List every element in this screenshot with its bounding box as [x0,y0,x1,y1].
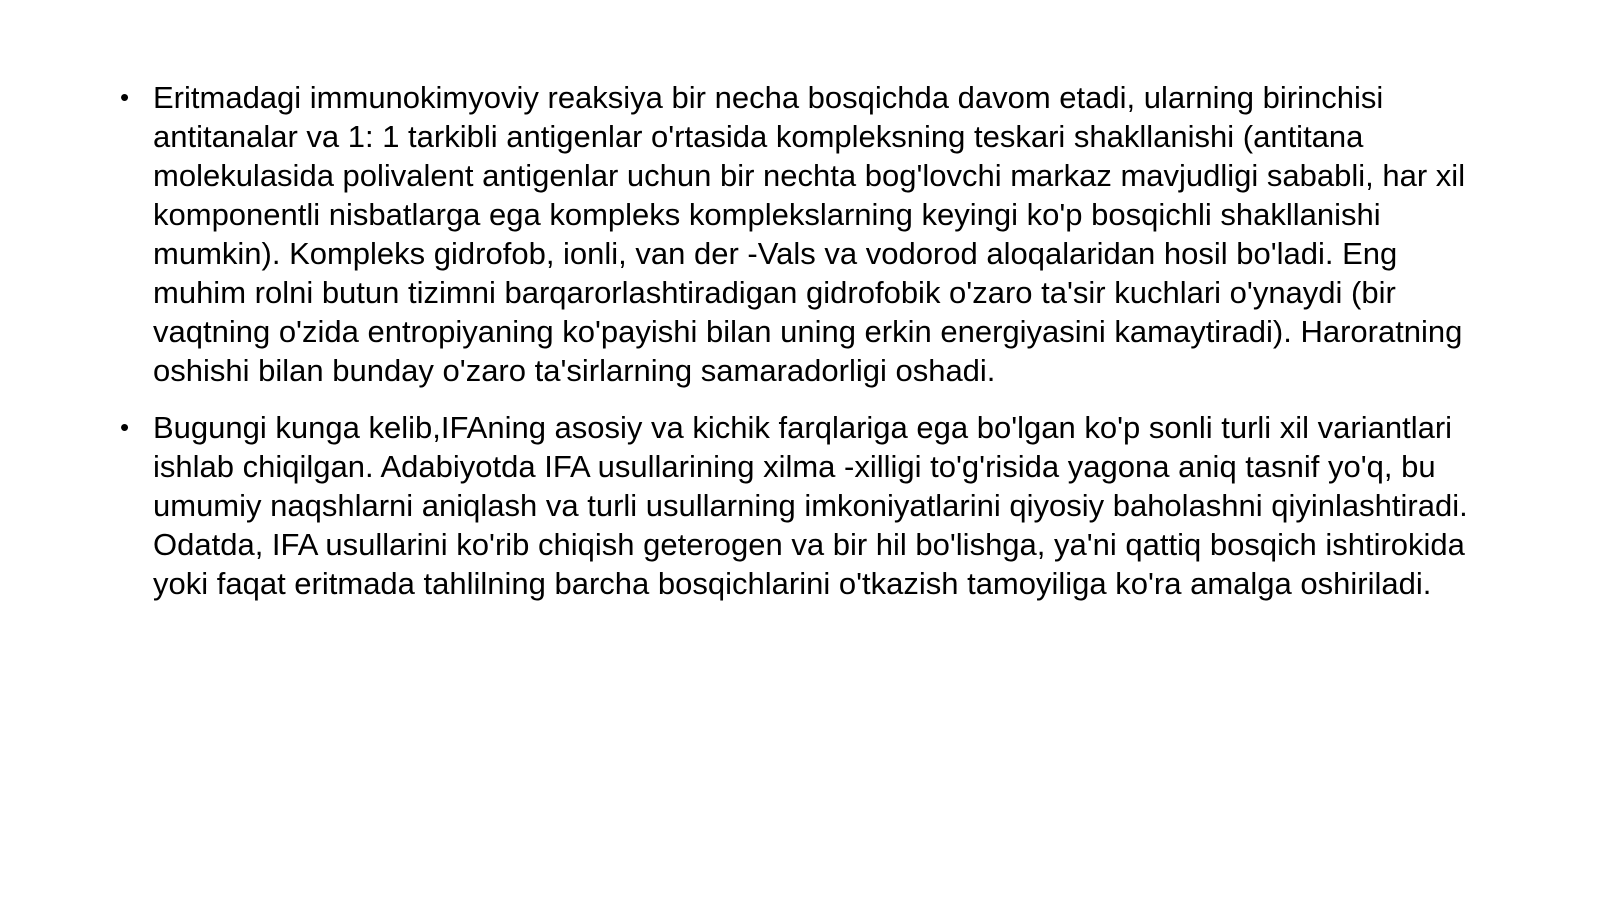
bullet-list [118,78,1490,621]
bullet-marker: • [120,412,130,442]
bullet-text: Bugungi kunga kelib,IFAning asosiy va kichik farqlariga ega bo'lgan ko'p sonli turli xil variantlari ishlab chiqilgan. Adabiyotda IFA usullarining xilma -xilligi to'g'risida yagona aniq tasnif yo'q, bu umumiy naqshlarni aniqlash va turli usullarning imkoniyatlarini qiyosiy baholashni qiyinlashtiradi. Odatda, IFA usullarini ko'rib chiqish geterogen va bir hil bo'lishga, ya'ni qattiq bosqich ishtirokida yoki faqat eritmada tahlilning barcha bosqichlarini o'tkazish tamoyiliga ko'ra amalga oshiriladi. [153,410,1468,601]
bullet-text: Eritmadagi immunokimyoviy reaksiya bir necha bosqichda davom etadi, ularning birinchisi antitanalar va 1: 1 tarkibli antigenlar o'rtasida kompleksning teskari shakllanishi (antitana molekulasida polivalent antigenlar uchun bir nechta bog'lovchi markaz mavjudligi sababli, har xil komponentli nisbatlarga ega kompleks komplekslarning keyingi ko'p bosqichli shakllanishi mumkin). Kompleks gidrofob, ionli, van der -Vals va vodorod aloqalaridan hosil bo'ladi. Eng muhim rolni butun tizimni barqarorlashtiradigan gidrofobik o'zaro ta'sir kuchlari o'ynaydi (bir vaqtning o'zida entropiyaning ko'payishi bilan uning erkin energiyasini kamaytiradi). Haroratning oshishi bilan bunday o'zaro ta'sirlarning samaradorligi oshadi. [153,80,1466,388]
bullet-marker: • [120,82,130,112]
bullet-item [118,78,1490,390]
bullet-item [118,408,1490,603]
